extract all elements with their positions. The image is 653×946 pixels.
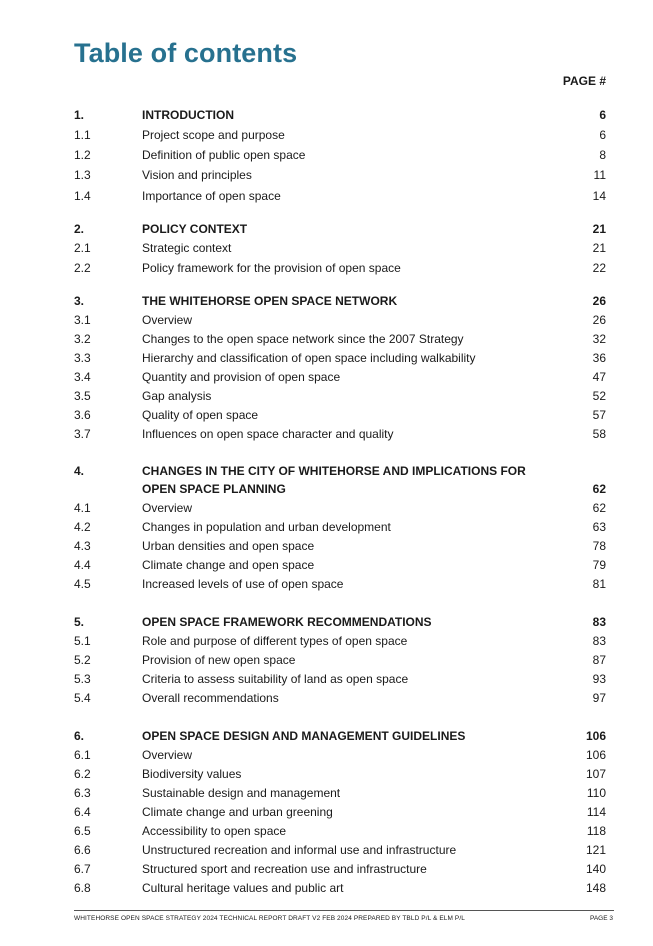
- toc-entry-title: Overview: [142, 313, 193, 327]
- toc-entry-page: 52: [592, 389, 606, 403]
- toc-entry-title: Provision of new open space: [142, 653, 296, 667]
- toc-entry-title: Changes to the open space network since the 2007 Strategy: [142, 332, 464, 346]
- footer-page-number: PAGE 3: [589, 915, 613, 922]
- toc-entry-page: 114: [586, 805, 606, 819]
- toc-entry-title: Influences on open space character and quality: [142, 427, 394, 441]
- toc-entry-title: Strategic context: [142, 241, 232, 255]
- toc-entry-page: 8: [599, 148, 606, 162]
- toc-entry-title: CHANGES IN THE CITY OF WHITEHORSE AND IMPLICATIONS FOR OPEN SPACE PLANNING: [142, 464, 526, 496]
- toc-entry-number: 6.8: [74, 881, 91, 895]
- toc-entry-number: 5.: [74, 615, 85, 629]
- toc-entry-number: 4.4: [74, 558, 91, 572]
- toc-entry-page: 83: [592, 615, 606, 629]
- toc-entry-page: 36: [592, 351, 606, 365]
- toc-entry-title: Importance of open space: [142, 189, 281, 203]
- toc-entry-page: 148: [585, 881, 606, 895]
- toc-entry-page: 62: [592, 482, 606, 496]
- toc-entry-page: 26: [592, 313, 606, 327]
- toc-entry-number: 4.1: [74, 501, 91, 515]
- toc-entry-number: 5.3: [74, 672, 91, 686]
- toc-entry-page: 47: [592, 370, 606, 384]
- toc-entry-number: 6.6: [74, 843, 91, 857]
- toc-entry-page: 97: [592, 691, 606, 705]
- toc-entry-number: 6.5: [74, 824, 91, 838]
- toc-entry-title: Hierarchy and classification of open space including walkability: [142, 351, 476, 365]
- toc-entry-number: 5.2: [74, 653, 91, 667]
- toc-entry-number: 1.2: [74, 148, 91, 162]
- toc-entry-title: Overview: [142, 501, 193, 515]
- toc-entry-title: INTRODUCTION: [142, 108, 234, 122]
- toc-entry-title: Overall recommendations: [142, 691, 279, 705]
- toc-entry-page: 11: [593, 168, 606, 182]
- toc-entry-title: Unstructured recreation and informal use and infrastructure: [142, 843, 457, 857]
- toc-entry-page: 81: [592, 577, 606, 591]
- toc-entry-number: 4.3: [74, 539, 91, 553]
- footer-divider: [74, 910, 614, 911]
- toc-entry-number: 1.4: [74, 189, 91, 203]
- toc-entry-title: Sustainable design and management: [142, 786, 341, 800]
- toc-entry-number: 3.4: [74, 370, 91, 384]
- toc-entry-number: 1.3: [74, 168, 91, 182]
- toc-entry-title: Gap analysis: [142, 389, 212, 403]
- toc-entry-number: 2.2: [74, 261, 91, 275]
- toc-entry-page: 14: [592, 189, 606, 203]
- toc-entry-number: 3.1: [74, 313, 91, 327]
- toc-entry-number: 4.: [74, 464, 85, 478]
- toc-entry-number: 3.7: [74, 427, 91, 441]
- toc-entry-page: 93: [592, 672, 606, 686]
- toc-entry-number: 5.4: [74, 691, 91, 705]
- toc-entry-page: 106: [585, 748, 606, 762]
- toc-entry-number: 6.4: [74, 805, 91, 819]
- toc-entry-page: 110: [586, 786, 606, 800]
- toc-entry-title: Definition of public open space: [142, 148, 306, 162]
- toc-entry-page: 6: [599, 108, 606, 122]
- toc-entry-title: Role and purpose of different types of open space: [142, 634, 408, 648]
- toc-entry-page: 78: [592, 539, 606, 553]
- toc-entry-page: 6: [599, 128, 606, 142]
- toc-entry-title: Urban densities and open space: [142, 539, 315, 553]
- toc-entry-number: 3.3: [74, 351, 91, 365]
- toc-entry-page: 26: [592, 294, 606, 308]
- toc-entry-number: 3.2: [74, 332, 91, 346]
- toc-entry-number: 2.1: [74, 241, 91, 255]
- toc-entry-title: Policy framework for the provision of open space: [142, 261, 401, 275]
- toc-entry-page: 21: [592, 241, 606, 255]
- toc-entry-title: Changes in population and urban development: [142, 520, 391, 534]
- toc-entry-title: Project scope and purpose: [142, 128, 285, 142]
- toc-entry-page: 83: [592, 634, 606, 648]
- toc-entry-number: 1.: [74, 108, 85, 122]
- toc-entry-title: Quantity and provision of open space: [142, 370, 341, 384]
- toc-entry-number: 3.: [74, 294, 85, 308]
- toc-entry-page: 107: [585, 767, 606, 781]
- toc-entry-title: Climate change and urban greening: [142, 805, 333, 819]
- toc-entry-page: 140: [585, 862, 606, 876]
- toc-entry-number: 1.1: [74, 128, 91, 142]
- toc-entry-title: OPEN SPACE FRAMEWORK RECOMMENDATIONS: [142, 615, 432, 629]
- toc-entry-number: 6.2: [74, 767, 91, 781]
- toc-entry-page: 32: [592, 332, 606, 346]
- toc-entry-number: 5.1: [74, 634, 91, 648]
- toc-entry-page: 106: [585, 729, 606, 743]
- toc-entry-number: 6.1: [74, 748, 91, 762]
- toc-entry-title: Structured sport and recreation use and infrastructure: [142, 862, 427, 876]
- toc-entry-number: 2.: [74, 222, 85, 236]
- toc-entry-page: 118: [586, 824, 606, 838]
- toc-entry-page: 63: [592, 520, 606, 534]
- toc-entry-number: 3.5: [74, 389, 91, 403]
- toc-entry-page: 79: [592, 558, 606, 572]
- toc-entry-number: 6.3: [74, 786, 91, 800]
- toc-entry-page: 21: [592, 222, 606, 236]
- toc-entry-number: 6.7: [74, 862, 91, 876]
- toc-entry-page: 62: [592, 501, 606, 515]
- toc-entry-title: Climate change and open space: [142, 558, 315, 572]
- toc-entry-page: 57: [592, 408, 606, 422]
- page-number-column-header: PAGE #: [562, 74, 606, 88]
- toc-entry-page: 22: [592, 261, 606, 275]
- toc-entry-number: 4.5: [74, 577, 91, 591]
- toc-entry-title: Accessibility to open space: [142, 824, 287, 838]
- toc-entry-title: POLICY CONTEXT: [142, 222, 248, 236]
- toc-entry-title: THE WHITEHORSE OPEN SPACE NETWORK: [142, 294, 398, 308]
- toc-entry-number: 4.2: [74, 520, 91, 534]
- toc-entry-title: Vision and principles: [142, 168, 252, 182]
- toc-entry-title: Criteria to assess suitability of land as open space: [142, 672, 409, 686]
- toc-entry-title: Quality of open space: [142, 408, 259, 422]
- toc-entry-page: 87: [592, 653, 606, 667]
- toc-entry-title: Cultural heritage values and public art: [142, 881, 344, 895]
- toc-entry-number: 3.6: [74, 408, 91, 422]
- toc-entry-title: Biodiversity values: [142, 767, 242, 781]
- toc-entry-title: Overview: [142, 748, 193, 762]
- toc-entry-page: 121: [585, 843, 606, 857]
- footer-document-info: WHITEHORSE OPEN SPACE STRATEGY 2024 TECHNICAL REPORT DRAFT V2 FEB 2024 PREPARED BY TBLD P/L & ELM P/L: [74, 915, 465, 922]
- toc-entry-number: 6.: [74, 729, 85, 743]
- toc-entry-title: Increased levels of use of open space: [142, 577, 344, 591]
- toc-entry-title: OPEN SPACE DESIGN AND MANAGEMENT GUIDELINES: [142, 729, 466, 743]
- toc-entry-page: 58: [592, 427, 606, 441]
- page-title: Table of contents: [74, 38, 298, 68]
